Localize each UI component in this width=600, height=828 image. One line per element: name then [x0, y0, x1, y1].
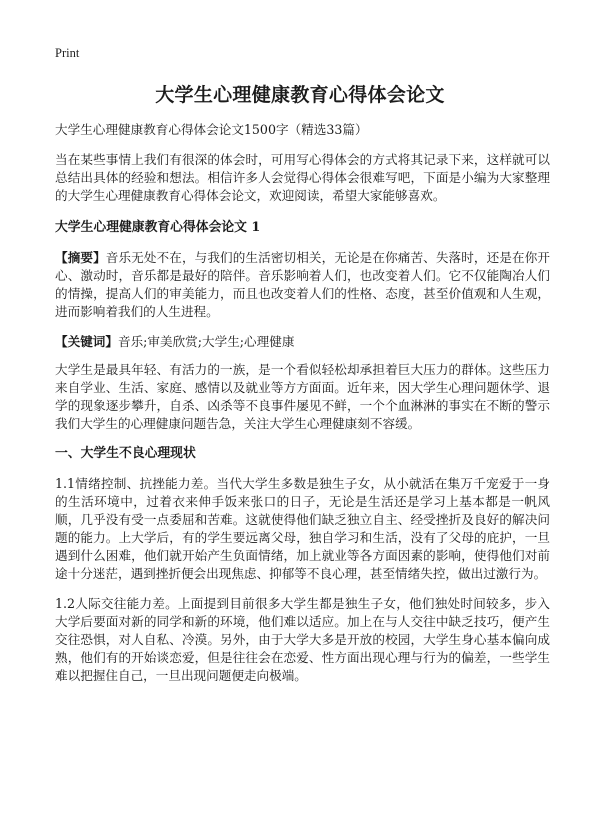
keywords-text: 音乐;审美欣赏;大学生;心理健康 — [117, 334, 295, 349]
article-subtitle: 大学生心理健康教育心得体会论文1500字（精选33篇） — [55, 122, 368, 137]
abstract-text: 音乐无处不在，与我们的生活密切相关，无论是在你痛苦、失落时，还是在你开心、激动时，音乐都是最好的陪伴。音乐影响着人们，也改变着人们。它不仅能陶冶人们的情操，提高人们的审美能力，而且也改变着人们的性格、态度，甚至价值观和人生观，进而影响着我们的人生进程。 — [55, 250, 551, 319]
article-content — [55, 121, 550, 697]
body-paragraph: 1.1情绪控制、抗挫能力差。当代大学生多数是独生子女，从小就活在集万千宠爱于一身的生活环境中，过着衣来伸手饭来张口的日子，无论是生活还是学习上基本都是一帆风顺，几乎没有受一点委屈和苦难。这就使得他们缺乏独立自主、经受挫折及良好的解决问题的能力。上大学后，有的学生要远离父母，独自学习和生活，没有了父母的庇护，一旦遇到什么困难，他们就开始产生负面情绪，加上就业等各方面因素的影响，使得他们对前途十分迷茫，遇到挫折便会出现焦虑、抑郁等不良心理，甚至情绪失控，做出过激行为。 — [55, 476, 550, 581]
page-title: 大学生心理健康教育心得体会论文 — [155, 84, 445, 106]
keywords-paragraph — [55, 333, 550, 351]
body-paragraph: 1.2人际交往能力差。上面提到目前很多大学生都是独生子女，他们独处时间较多，步入大学后要面对新的同学和新的环境，他们难以适应。加上在与人交往中缺乏技巧，便产生交往恐惧，对人自私、冷漠。另外，由于大学大多是开放的校园，大学生身心基本偏向成熟，他们有的开始谈恋爱，但是往往会在恋爱、性方面出现心理与行为的偏差，一些学生难以把握住自己，一旦出现问题便走向极端。 — [55, 596, 550, 683]
body-paragraph: 大学生是最具年轻、有活力的一族，是一个看似轻松却承担着巨大压力的群体。这些压力来自学业、生活、家庭、感情以及就业等方方面面。近年来，因大学生心理问题休学、退学的现象逐步攀升，自杀、凶杀等不良事件屡见不鲜，一个个血淋淋的事实在不断的警示我们大学生的心理健康问题告急，关注大学生心理健康刻不容缓。 — [55, 362, 550, 431]
intro-paragraph: 当在某些事情上我们有很深的体会时，可用写心得体会的方式将其记录下来，这样就可以总结出具体的经验和想法。相信许多人会觉得心得体会很难写吧，下面是小编为大家整理的大学生心理健康教育心得体会论文，欢迎阅读，希望大家能够喜欢。 — [55, 152, 550, 203]
article-heading: 大学生心理健康教育心得体会论文 1 — [55, 220, 261, 235]
keywords-label: 【关键词】 — [55, 334, 118, 349]
section-heading: 一、大学生不良心理现状 — [55, 446, 196, 461]
print-link[interactable]: Print — [55, 46, 80, 60]
abstract-paragraph — [55, 249, 550, 321]
abstract-label: 【摘要】 — [55, 250, 106, 265]
